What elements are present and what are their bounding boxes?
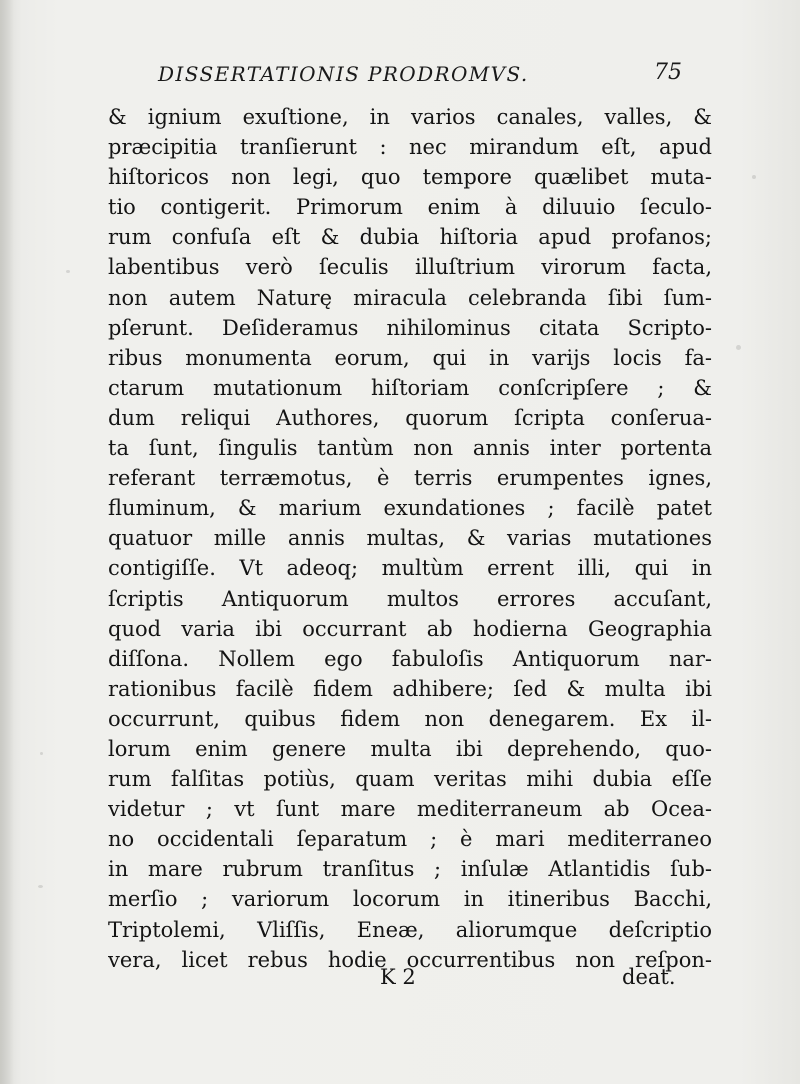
gutter-shadow: [0, 0, 14, 1084]
text-line: rum falſitas potiùs, quam veritas mihi dubia eſſe: [108, 767, 712, 792]
text-line: referant terræmotus, è terris erumpentes ignes,: [108, 466, 712, 491]
text-line: occurrunt, quibus fidem non denegarem. Ex il-: [108, 706, 712, 731]
body-text: [108, 102, 712, 975]
text-line: hiſtoricos non legi, quo tempore quælibet muta-: [108, 165, 712, 190]
text-line: ta ſunt, ſingulis tantùm non annis inter portenta: [108, 436, 712, 461]
text-line: ribus monumenta eorum, qui in varijs locis fa-: [108, 345, 712, 370]
ink-speck: [752, 175, 756, 179]
ink-speck: [736, 345, 741, 350]
text-line: labentibus verò ſeculis illuſtrium virorum facta,: [108, 255, 712, 280]
text-line: merſio ; variorum locorum in itineribus Bacchi,: [108, 887, 712, 912]
ink-speck: [38, 885, 43, 888]
text-line: pſerunt. Deſideramus nihilominus citata Scripto-: [108, 315, 712, 340]
catchword: deat.: [622, 965, 676, 989]
text-line: diſſona. Nollem ego fabuloſis Antiquorum nar-: [108, 646, 712, 671]
text-line: dum reliqui Authores, quorum ſcripta conſerua-: [108, 405, 712, 430]
signature-mark: K 2: [380, 965, 416, 989]
text-line: contigiſſe. Vt adeoq; multùm errent illi, qui in: [108, 556, 712, 581]
text-line: & ignium exuſtione, in varios canales, valles, &: [108, 105, 712, 129]
text-line: no occidentali ſeparatum ; è mari mediterraneo: [108, 827, 712, 852]
page-footer: [0, 965, 800, 1001]
text-line: in mare rubrum tranſitus ; inſulæ Atlantidis ſub-: [108, 857, 712, 882]
text-line: vera, licet rebus hodie occurrentibus non reſpon-: [108, 947, 712, 972]
text-line: rum confuſa eſt & dubia hiſtoria apud profanos;: [108, 225, 712, 250]
text-line: ctarum mutationum hiſtoriam conſcripſere ; &: [108, 375, 712, 400]
text-line: tio contigerit. Primorum enim à diluuio ſeculo-: [108, 195, 712, 220]
running-head: [158, 56, 682, 90]
ink-speck: [66, 270, 70, 273]
text-line: videtur ; vt ſunt mare mediterraneum ab Ocea-: [108, 797, 712, 822]
text-line: lorum enim genere multa ibi deprehendo, quo-: [108, 736, 712, 761]
text-line: ſcriptis Antiquorum multos errores accuſant,: [108, 586, 712, 611]
text-line: quatuor mille annis multas, & varias mutationes: [108, 526, 712, 551]
text-line: quod varia ibi occurrant ab hodierna Geographia: [108, 616, 712, 641]
text-line: non autem Naturę miracula celebranda ſibi ſum-: [108, 285, 712, 310]
text-line: fluminum, & marium exundationes ; facilè patet: [108, 496, 712, 521]
ink-speck: [40, 752, 43, 755]
running-title: DISSERTATIONIS PRODROMVS.: [158, 62, 529, 86]
text-line: rationibus facilè fidem adhibere; ſed & multa ibi: [108, 676, 712, 701]
page-number: 75: [654, 60, 682, 85]
text-line: Triptolemi, Vliſſis, Eneæ, aliorumque deſcriptio: [108, 917, 712, 942]
text-line: præcipitia tranſierunt : nec mirandum eſt, apud: [108, 135, 712, 160]
